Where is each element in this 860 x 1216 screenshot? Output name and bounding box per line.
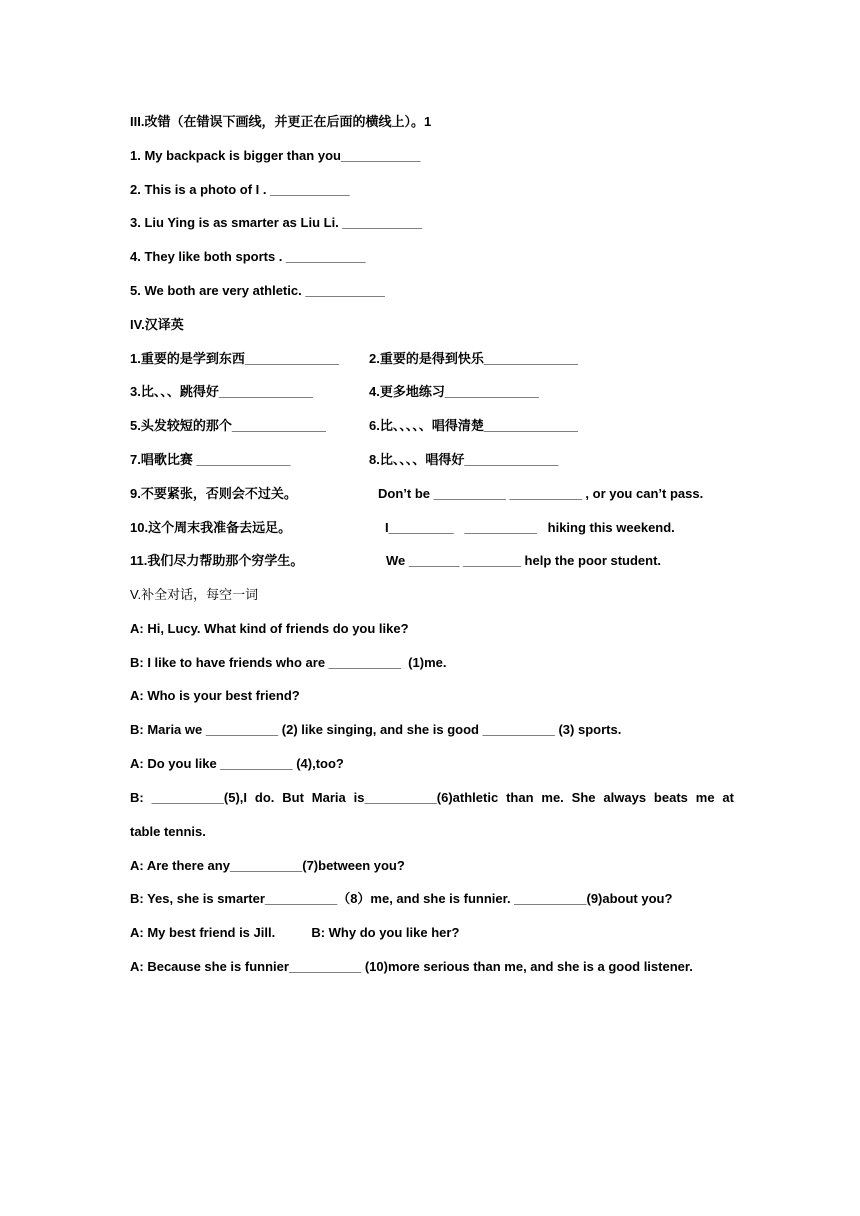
sentence-10-english: I_________ __________ hiking this weekend. [385,520,675,535]
translate-item-6: 6.比、、、、、唱得清楚_____________ [369,418,578,433]
section3-item-1: 1. My backpack is bigger than you___________ [130,148,421,163]
dialogue-line-8: A: Are there any__________(7)between you? [130,858,405,873]
translate-item-1: 1.重要的是学到东西_____________ [130,351,339,366]
dialogue-line-3: A: Who is your best friend? [130,688,300,703]
section3-item-4: 4. They like both sports . ___________ [130,249,366,264]
translate-item-7: 7.唱歌比赛 _____________ [130,452,291,467]
translate-item-5: 5.头发较短的那个_____________ [130,418,326,433]
dialogue-line-1: A: Hi, Lucy. What kind of friends do you like? [130,621,409,636]
dialogue-line-11: A: Because she is funnier__________ (10)more serious than me, and she is a good listener. [130,959,693,974]
translate-item-8: 8.比、、、、唱得好_____________ [369,452,559,467]
translate-item-2: 2.重要的是得到快乐_____________ [369,351,578,366]
sentence-11-chinese: 11.我们尽力帮助那个穷学生。 [130,553,304,568]
dialogue-line-10: A: My best friend is Jill. B: Why do you like her? [130,925,460,940]
section5-heading: V.补全对话，每空一词 [130,587,259,602]
section3-item-3: 3. Liu Ying is as smarter as Liu Li. ___________ [130,215,422,230]
dialogue-line-7: table tennis. [130,824,206,839]
sentence-10-chinese: 10.这个周末我准备去远足。 [130,520,292,535]
dialogue-line-5: A: Do you like __________ (4),too? [130,756,344,771]
section3-heading: III.改错（在错误下画线，并更正在后面的横线上）。1 [130,114,432,129]
translate-item-4: 4.更多地练习_____________ [369,384,539,399]
dialogue-line-4: B: Maria we __________ (2) like singing, and she is good __________ (3) sports. [130,722,622,737]
sentence-9-chinese: 9.不要紧张，否则会不过关。 [130,486,297,501]
section3-item-2: 2. This is a photo of I . ___________ [130,182,350,197]
dialogue-line-2: B: I like to have friends who are __________ (1)me. [130,655,447,670]
dialogue-line-6: B: __________(5),I do. But Maria is__________(6)athletic than me. She always beats me at [130,790,734,805]
sentence-9-english: Don’t be __________ __________ , or you can’t pass. [378,486,704,501]
dialogue-line-9: B: Yes, she is smarter__________（8）me, and she is funnier. __________(9)about you? [130,891,673,906]
sentence-11-english: We _______ ________ help the poor student. [386,553,662,568]
section4-heading: IV.汉译英 [130,317,184,332]
section3-item-5: 5. We both are very athletic. ___________ [130,283,385,298]
translate-item-3: 3.比、、、跳得好_____________ [130,384,313,399]
